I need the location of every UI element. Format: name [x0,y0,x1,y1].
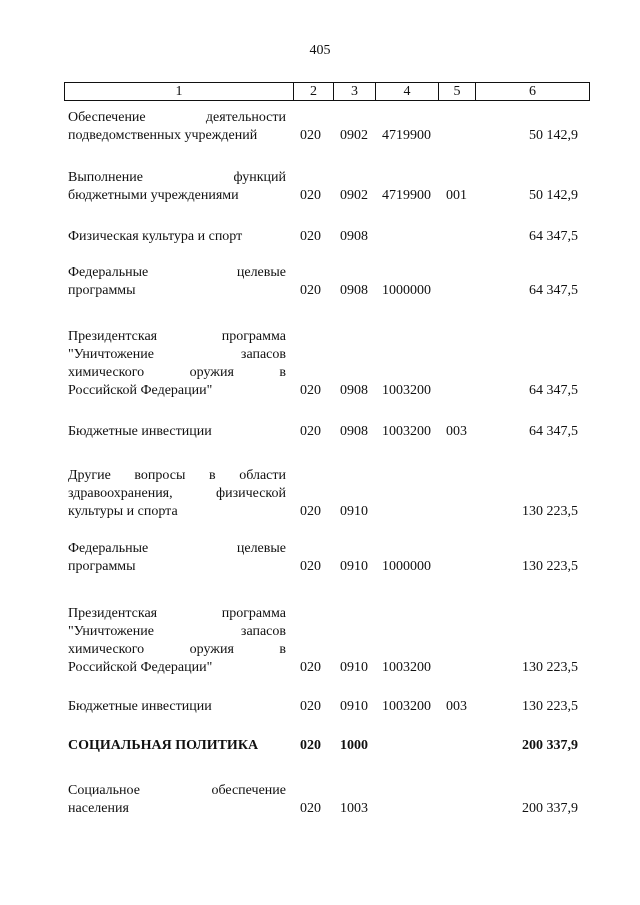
row-name [68,169,286,205]
row-cell-col-3: 0902 [340,128,368,143]
row-name [68,423,286,441]
row-cell-col-6: 50 142,9 [529,188,578,203]
row-name-line: программы [68,559,136,574]
row-cell-col-6: 64 347,5 [529,424,578,439]
row-cell-col-6: 130 223,5 [522,504,578,519]
row-cell-col-3: 0910 [340,660,368,675]
row-cell-col-2: 020 [300,383,321,398]
row-cell-col-3: 0910 [340,699,368,714]
row-name-line: Федеральные целевые [68,541,286,556]
row-name-line: культуры и спорта [68,504,178,519]
row-name [68,264,286,300]
row-name-line: "Уничтожение запасов [68,624,286,639]
row-cell-col-6: 130 223,5 [522,660,578,675]
row-name-line: бюджетными учреждениями [68,188,239,203]
row-cell-col-2: 020 [300,504,321,519]
row-name-line: населения [68,801,129,816]
row-name [68,782,286,818]
row-cell-col-3: 0908 [340,283,368,298]
row-cell-col-4: 1003200 [382,424,431,439]
row-cell-col-6: 130 223,5 [522,559,578,574]
row-cell-col-3: 0910 [340,559,368,574]
row-name-line: "Уничтожение запасов [68,347,286,362]
row-cell-col-4: 4719900 [382,128,431,143]
row-name-line: химического оружия в [68,642,286,657]
row-name [68,109,286,145]
row-name [68,328,286,400]
table-header [64,82,590,101]
row-name-line: Обеспечение деятельности [68,110,286,125]
header-col-2: 2 [294,83,334,100]
row-name [68,698,286,716]
row-cell-col-2: 020 [300,559,321,574]
header-col-5: 5 [439,83,476,100]
header-col-4: 4 [376,83,439,100]
row-cell-col-5: 003 [446,699,467,714]
row-cell-col-2: 020 [300,424,321,439]
row-name [68,467,286,521]
row-name-line: Другие вопросы в области [68,468,286,483]
row-name [68,228,286,246]
row-cell-col-4: 1000000 [382,283,431,298]
row-cell-col-4: 1003200 [382,699,431,714]
row-name-line: Президентская программа [68,329,286,344]
row-name-line: Физическая культура и спорт [68,229,243,244]
row-cell-col-6: 64 347,5 [529,383,578,398]
row-name-line: Выполнение функций [68,170,286,185]
row-name-line: Российской Федерации" [68,660,213,675]
row-cell-col-3: 1000 [340,738,368,753]
row-cell-col-6: 50 142,9 [529,128,578,143]
header-col-3: 3 [334,83,376,100]
row-cell-col-4: 1003200 [382,660,431,675]
row-cell-col-3: 0910 [340,504,368,519]
row-cell-col-3: 0908 [340,383,368,398]
row-cell-col-2: 020 [300,699,321,714]
row-name [68,605,286,677]
row-name-line: Федеральные целевые [68,265,286,280]
row-cell-col-2: 020 [300,283,321,298]
row-cell-col-6: 64 347,5 [529,229,578,244]
row-cell-col-2: 020 [300,660,321,675]
header-col-1: 1 [65,83,294,100]
row-name-line: подведомственных учреждений [68,128,258,143]
row-cell-col-4: 4719900 [382,188,431,203]
row-name-line: Социальное обеспечение [68,783,286,798]
row-cell-col-6: 130 223,5 [522,699,578,714]
row-name-line: Бюджетные инвестиции [68,699,212,714]
row-name-line: программы [68,283,136,298]
row-cell-col-2: 020 [300,229,321,244]
row-name-line: СОЦИАЛЬНАЯ ПОЛИТИКА [68,738,259,753]
row-cell-col-2: 020 [300,188,321,203]
row-cell-col-3: 0902 [340,188,368,203]
row-name-line: Президентская программа [68,606,286,621]
row-cell-col-3: 0908 [340,424,368,439]
row-name [68,540,286,576]
row-cell-col-6: 200 337,9 [522,801,578,816]
row-cell-col-4: 1000000 [382,559,431,574]
row-name-line: Бюджетные инвестиции [68,424,212,439]
row-cell-col-3: 1003 [340,801,368,816]
row-cell-col-3: 0908 [340,229,368,244]
row-cell-col-5: 003 [446,424,467,439]
row-cell-col-6: 64 347,5 [529,283,578,298]
row-name-line: химического оружия в [68,365,286,380]
page-number: 405 [309,43,331,58]
row-name-line: здравоохранения, физической [68,486,286,501]
row-name [68,737,286,755]
row-cell-col-4: 1003200 [382,383,431,398]
row-cell-col-2: 020 [300,738,321,753]
row-cell-col-2: 020 [300,801,321,816]
row-cell-col-5: 001 [446,188,467,203]
header-col-6: 6 [529,84,536,99]
row-cell-col-6: 200 337,9 [522,738,578,753]
row-cell-col-2: 020 [300,128,321,143]
row-name-line: Российской Федерации" [68,383,213,398]
